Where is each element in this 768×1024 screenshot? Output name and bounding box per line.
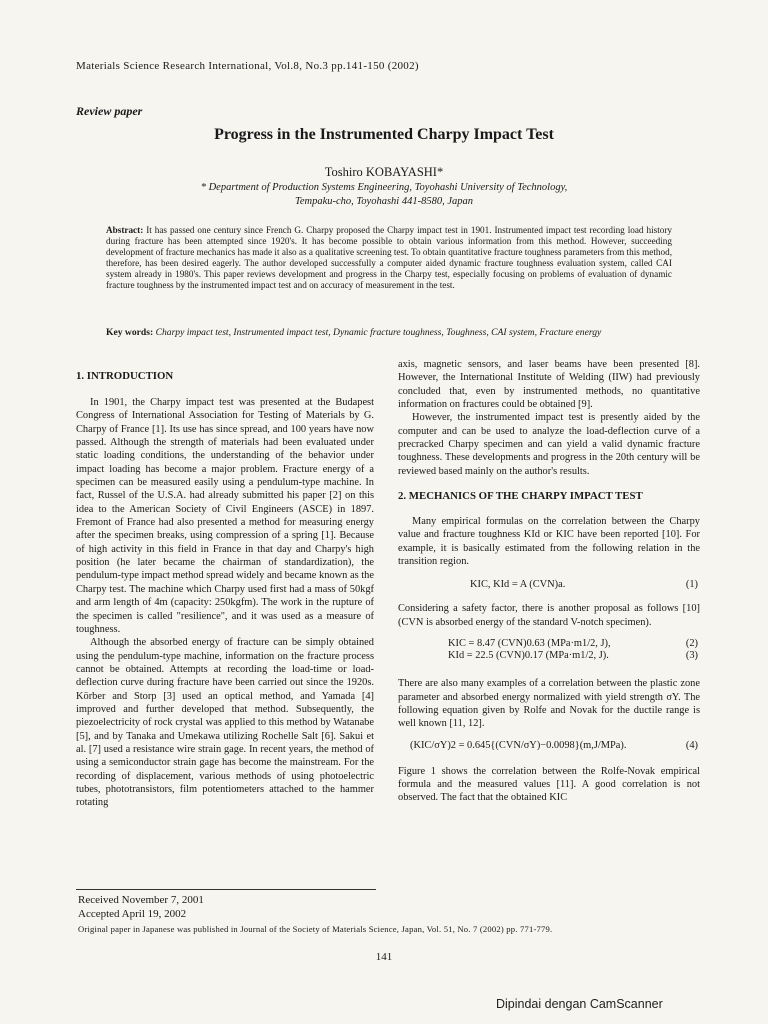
equation-1-text: KIC, KId = A (CVN)a. [470,579,566,591]
author-name: Toshiro KOBAYASHI* [324,165,444,179]
keywords-label: Key words: [106,327,154,338]
author-affiliation [0,181,768,209]
section-2-heading: 2. MECHANICS OF THE CHARPY IMPACT TEST [398,490,643,503]
journal-citation: Materials Science Research International, Vol.8, No.3 pp.141-150 (2002) [76,60,419,72]
scanner-watermark: Dipindai dengan CamScanner [496,997,663,1011]
page-number: 141 [375,951,393,963]
affiliation-line-2: Tempaku-cho, Toyohashi 441-8580, Japan [294,196,473,207]
intro-paragraph-4: However, the instrumented impact test is presently aided by the computer and can be used to analyze the load-deflection curve of a precracked Charpy specimen and can yield a valid dynamic fracture toughness. These developments and progress in the 20th century will be reviewed based mainly on the author's results. [398,412,700,477]
keywords [106,327,672,339]
intro-paragraph-3: axis, magnetic sensors, and laser beams have been presented [8]. However, the International Institute of Welding (IIW) had previously concluded that, even by instrumented methods, no quantitative information on fractures could be obtained [9]. [398,359,700,411]
equation-1-number: (1) [685,579,698,591]
section-1-heading: 1. INTRODUCTION [76,370,174,382]
abstract-text: It has passed one century since French G. Charpy proposed the Charpy impact test in 1901. Instrumented impact test recording load history during fracture has been attempted since 1920's. It has become possible to obtain various information from this method. However, succeeding development of fracture mechanics has made it also as a qualitative screening test. To obtain quantitative fracture toughness parameters from this method, therefore, has been desired eagerly. The author developed successfully a computer aided dynamic fracture toughness evaluation system, called CAI system already in 1980's. This paper reviews development and progress in the Charpy test, especially focusing on problems of evaluation of dynamic fracture toughness by the instrumented impact test and on accuracy of measurement in the test. [106,225,673,290]
equation-2-number: (2) [685,638,698,650]
intro-paragraph-1: In 1901, the Charpy impact test was presented at the Budapest Congress of International Association for Testing of Materials by G. Charpy of France [1]. Its use has since spread, and 100 years have now passed. Although the strength of materials had been evaluated under static loading conditions, the understanding of the behavior under impact loading has become a major problem. Fracture energy of a specimen can be measured easily using a pendulum-type machine. In fact, Russel of the U.S.A. had already submitted his paper [2] on this idea to the American Society of Civil Engineers (ASCE) in 1897. Fremont of France had also presented a method for measuring energy after the specimen breaks, using compression of a spring [1]. Because of high activity in this field in France in that day and Charpy's high position (he later became the chairman of standardization), the pendulum-type impact method spread widely and became known as the Charpy test. The machine which Charpy used first had a mass of 50kgf and arm length of 4m (capacity: 250kgfm). The work in the rupture of the specimen is called "resilience", and it was used as a measure of toughness. [76,397,374,635]
right-column [398,358,700,805]
original-publication-note: Original paper in Japanese was published in Journal of the Society of Materials Science, Japan, Vol. 51, No. 7 (2002) pp. 771-779. [78,924,553,934]
abstract-label: Abstract: [106,225,144,235]
left-column [76,370,374,810]
equation-4-text: (KIC/σY)2 = 0.645{(CVN/σY)−0.0098}(m,J/MPa). [410,739,627,751]
submission-dates [78,893,204,921]
mechanics-paragraph-3: There are also many examples of a correlation between the plastic zone parameter and absorbed energy normalized with yield strength σY. The following equation given by Rolfe and Novak for the ductile range is well known [11, 12]. [398,678,700,730]
paper-type-label: Review paper [76,104,143,118]
equation-4-number: (4) [685,739,698,751]
equation-3-number: (3) [685,650,698,662]
affiliation-line-1: * Department of Production Systems Engineering, Toyohashi University of Technology, [200,182,568,193]
footnote-divider [76,889,376,890]
abstract [106,225,672,291]
equations-2-3 [398,637,700,667]
keywords-text: Charpy impact test, Instrumented impact test, Dynamic fracture toughness, Toughness, CAI system, Fracture energy [155,327,602,338]
mechanics-paragraph-2: Considering a safety factor, there is another proposal as follows [10] (CVN is absorbed energy of the standard V-notch specimen). [398,603,700,628]
received-date: Received November 7, 2001 [78,894,204,906]
equation-2-text: KIC = 8.47 (CVN)0.63 (MPa·m1/2, J), [448,638,611,650]
paper-title: Progress in the Instrumented Charpy Impact Test [214,126,554,143]
equation-4 [398,739,700,755]
accepted-date: Accepted April 19, 2002 [78,908,187,920]
equation-3-text: KId = 22.5 (CVN)0.17 (MPa·m1/2, J). [448,650,609,662]
mechanics-paragraph-1: Many empirical formulas on the correlation between the Charpy value and fracture toughness KId or KIC have been reported [10]. For example, it is basically estimated from the following relation in the transition region. [398,516,700,568]
equation-1 [398,578,700,592]
mechanics-paragraph-4: Figure 1 shows the correlation between the Rolfe-Novak empirical formula and the measured values [11]. A good correlation is not observed. The fact that the obtained KIC [398,765,700,804]
intro-paragraph-2: Although the absorbed energy of fracture can be simply obtained using the pendulum-type machine, information on the fracture process cannot be obtained. Attempts at recording the load-time or load-deflection curve during fracture have been carried out since the 1920s. Körber and Storp [3] used an optical method, and Yamada [4] improved and further developed that method. Subsequently, the piezoelectricity of rock crystal was applied to this method by Watanabe [5], and by Tanaka and Umekawa utilizing Rochelle Salt [6]. Sakui et al. [7] used a resistance wire strain gage. In recent years, the method of using a semiconductor strain gage has become the mainstream. For the recording of displacement, various methods of using photoelectric tubes, phototransistors, film potentiometers attached to the hammer rotating [76,637,374,809]
